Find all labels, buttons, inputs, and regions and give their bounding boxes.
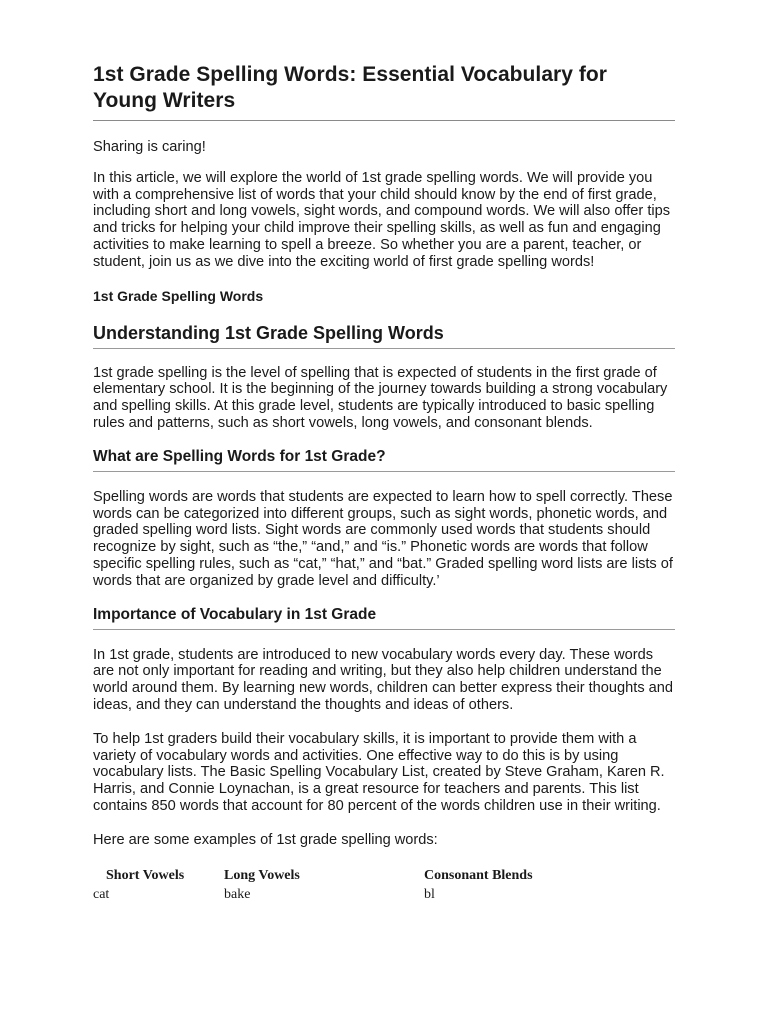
section-importance-body-2: To help 1st graders build their vocabulary skills, it is important to provide them with a variety of vocabulary words and activities. One effective way to do this is by using vocabulary lists. The Basic Spelling Vocabulary List, created by Steve Graham, Karen R. Harris, and Connie Loynachan, is a great resource for teachers and parents. This list contains 850 words that account for 80 percent of the words children use in their writing. [93, 730, 665, 814]
section-importance-body-1: In 1st grade, students are introduced to new vocabulary words every day. These words are not only important for reading and writing, but they also help children understand the world around them. By learning new words, children can better express their thoughts and ideas, and they can understand the thoughts and ideas of others. [93, 646, 674, 713]
examples-intro: Here are some examples of 1st grade spelling words: [93, 831, 438, 848]
table-header-consonant-blends: Consonant Blends [424, 867, 533, 883]
sharing-text: Sharing is caring! [93, 139, 206, 155]
table-header-long-vowels: Long Vowels [224, 867, 300, 883]
article [93, 62, 675, 904]
table-row [93, 886, 533, 904]
bold-label: 1st Grade Spelling Words [93, 287, 264, 304]
table-header-row [93, 867, 533, 886]
table-cell: bl [424, 886, 435, 902]
article-title: 1st Grade Spelling Words: Essential Vocabulary for Young Writers [93, 62, 675, 121]
section-heading-understanding: Understanding 1st Grade Spelling Words [93, 322, 675, 349]
intro-paragraph: In this article, we will explore the world of 1st grade spelling words. We will provide you with a comprehensive list of words that your child should know by the end of first grade, including short and long vowels, sight words, and compound words. We will also offer tips and tricks for helping your child improve their spelling skills, as well as fun and engaging activities to make learning to spell a breeze. So whether you are a parent, teacher, or student, join us as we dive into the exciting world of first grade spelling words! [93, 169, 671, 270]
section-what-are-body: Spelling words are words that students are expected to learn how to spell correctly. These words can be categorized into different groups, such as sight words, phonetic words, and graded spelling word lists. Sight words are commonly used words that students should recognize by sight, such as “the,” “and,” and “is.” Phonetic words are words that follow specific spelling rules, such as “cat,” “hat,” and “bat.” Graded spelling word lists are lists of words that are organized by grade level and difficulty.’ [93, 488, 673, 589]
table-header-short-vowels: Short Vowels [106, 867, 185, 883]
table-cell: bake [224, 886, 251, 902]
examples-table [93, 867, 533, 904]
table-cell: cat [93, 886, 110, 902]
section-heading-what-are: What are Spelling Words for 1st Grade? [93, 447, 675, 472]
section-understanding-body: 1st grade spelling is the level of spelling that is expected of students in the first grade of elementary school. It is the beginning of the journey towards building a strong vocabulary and spelling skills. At this grade level, students are typically introduced to basic spelling rules and patterns, such as short vowels, long vowels, and consonant blends. [93, 364, 668, 431]
section-heading-importance: Importance of Vocabulary in 1st Grade [93, 605, 675, 630]
